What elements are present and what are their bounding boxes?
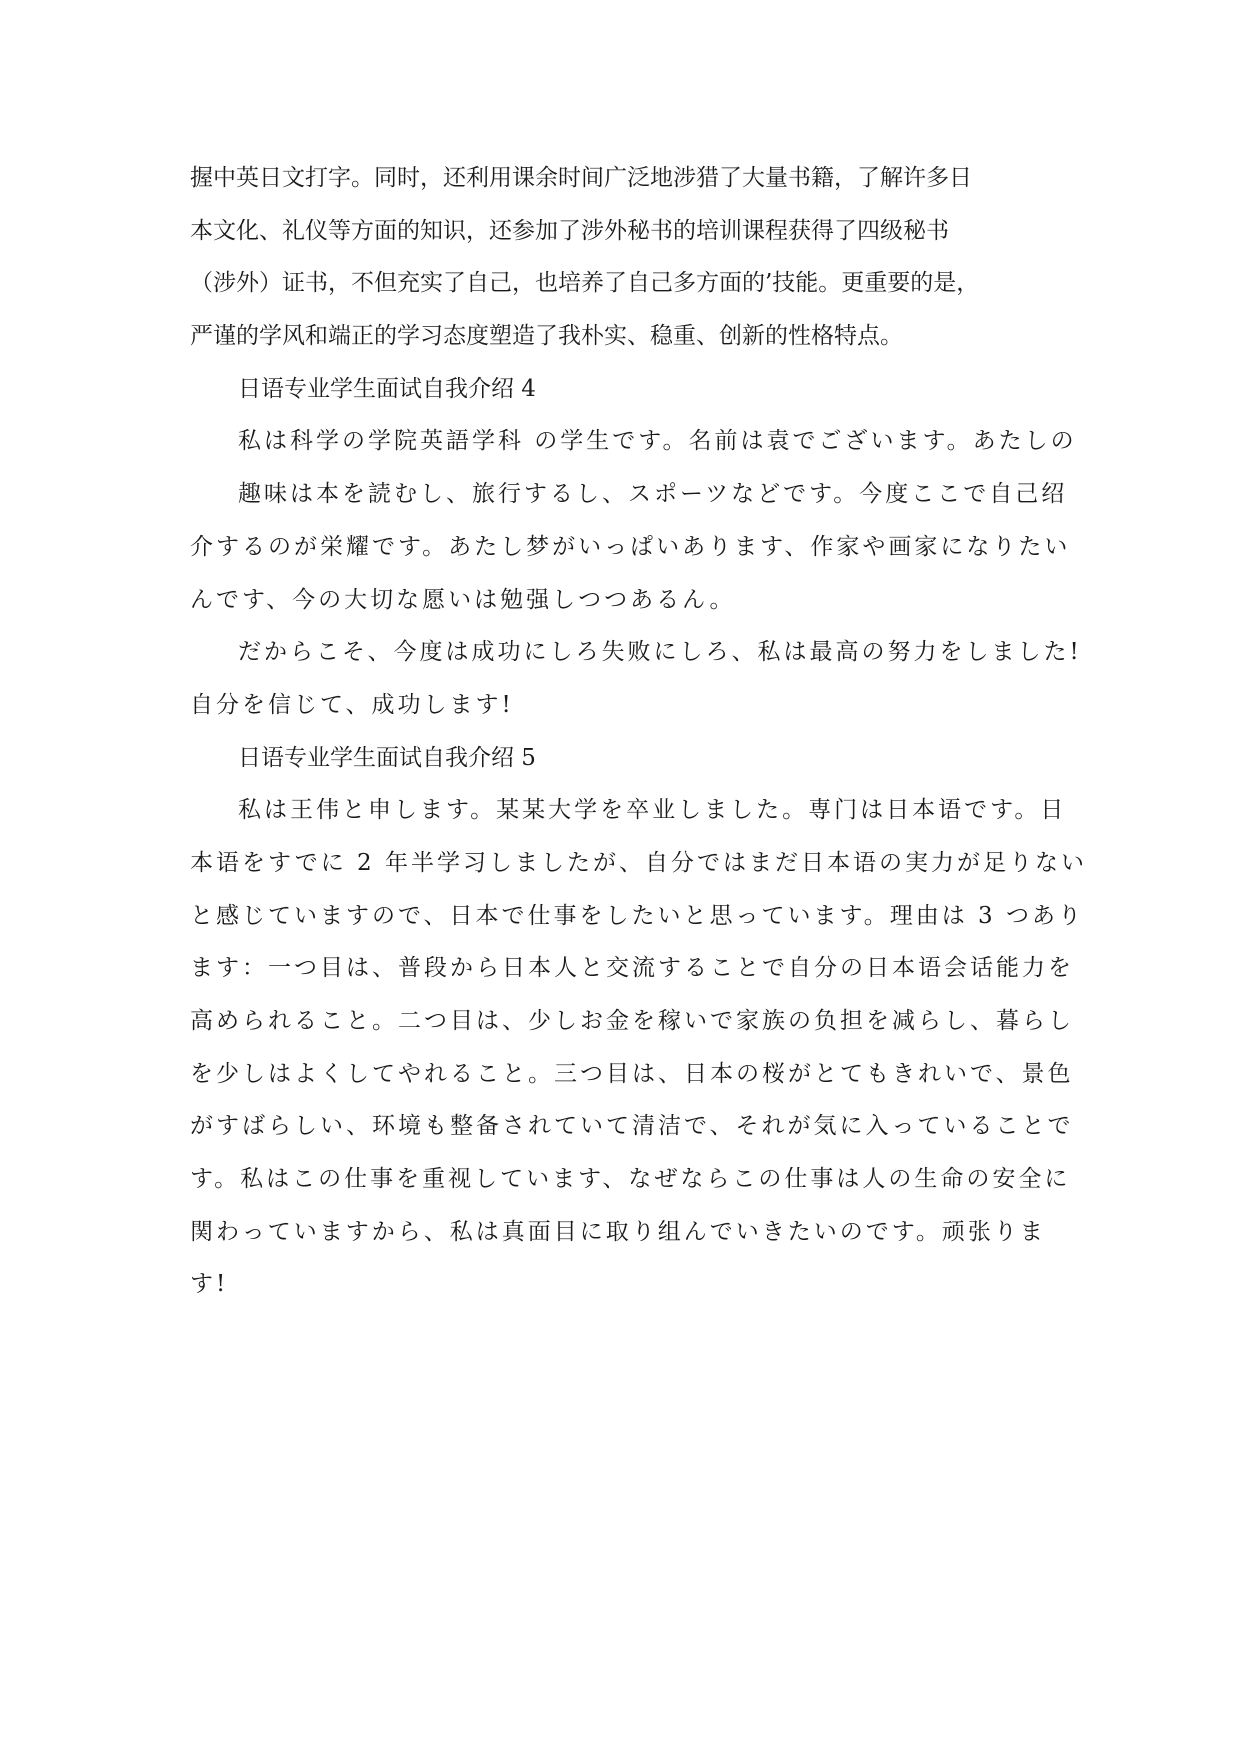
- text-line: だからこそ、今度は成功にしろ失败にしろ、私は最高の努力をしました!: [238, 639, 1082, 666]
- text-line: 本语をすでに 2 年半学习しましたが、自分ではまだ日本语の実力が足りない: [190, 849, 1087, 876]
- text-line: 介するのが栄耀です。あたし梦がいっぱいあります、作家や画家になりたい: [190, 533, 1071, 560]
- text-line: 私は王伟と申します。某某大学を卒业しました。専门は日本语です。日: [238, 797, 1067, 824]
- section-heading-5: 日语专业学生面试自我介绍 5: [238, 744, 536, 771]
- text-line: 高められること。二つ目は、少しお金を稼いで家族の负担を减らし、暮らし: [190, 1008, 1074, 1034]
- text-line: す!: [190, 1271, 229, 1298]
- text-line: んです、今の大切な愿いは勉强しつつあるん。: [190, 586, 736, 613]
- text-line: がすばらしい、环境も整备されていて清洁で、それが気に入っていることで: [190, 1113, 1074, 1140]
- text-line: 握中英日文打字。同时，还利用课余时间广泛地涉猎了大量书籍，了解许多日: [190, 165, 972, 191]
- section-heading-4: 日语专业学生面试自我介绍 4: [238, 375, 536, 402]
- text-line: 関わっていますから、私は真面目に取り组んでいきたいのです。顽张りま: [190, 1218, 1046, 1245]
- text-line: 严谨的学风和端正的学习态度塑造了我朴实、稳重、创新的性格特点。: [190, 323, 903, 350]
- text-line: 趣味は本を読むし、旅行するし、スポーツなどです。今度ここで自己绍: [238, 481, 1068, 508]
- text-line: 私は科学の学院英語学科 の学生です。名前は袁でございます。あたしの: [238, 428, 1077, 455]
- text-line: と感じていますので、日本で仕事をしたいと思っています。理由は 3 つあり: [190, 902, 1084, 929]
- text-line: す。私はこの仕事を重视しています、なぜならこの仕事は人の生命の安全に: [190, 1166, 1071, 1193]
- text-line: を少しはよくしてやれること。三つ目は、日本の桜がとてもきれいで、景色: [190, 1060, 1074, 1087]
- text-line: 本文化、礼仪等方面的知识，还参加了涉外秘书的培训课程获得了四级秘书: [190, 217, 949, 244]
- text-line: 自分を信じて、成功します!: [190, 691, 514, 718]
- text-line: （涉外）证书，不但充实了自己，也培养了自己多方面的’技能。更重要的是，: [190, 270, 980, 297]
- text-line: ます：一つ目は、普段から日本人と交流することで自分の日本语会话能力を: [190, 955, 1074, 982]
- document-body: [190, 152, 1087, 1311]
